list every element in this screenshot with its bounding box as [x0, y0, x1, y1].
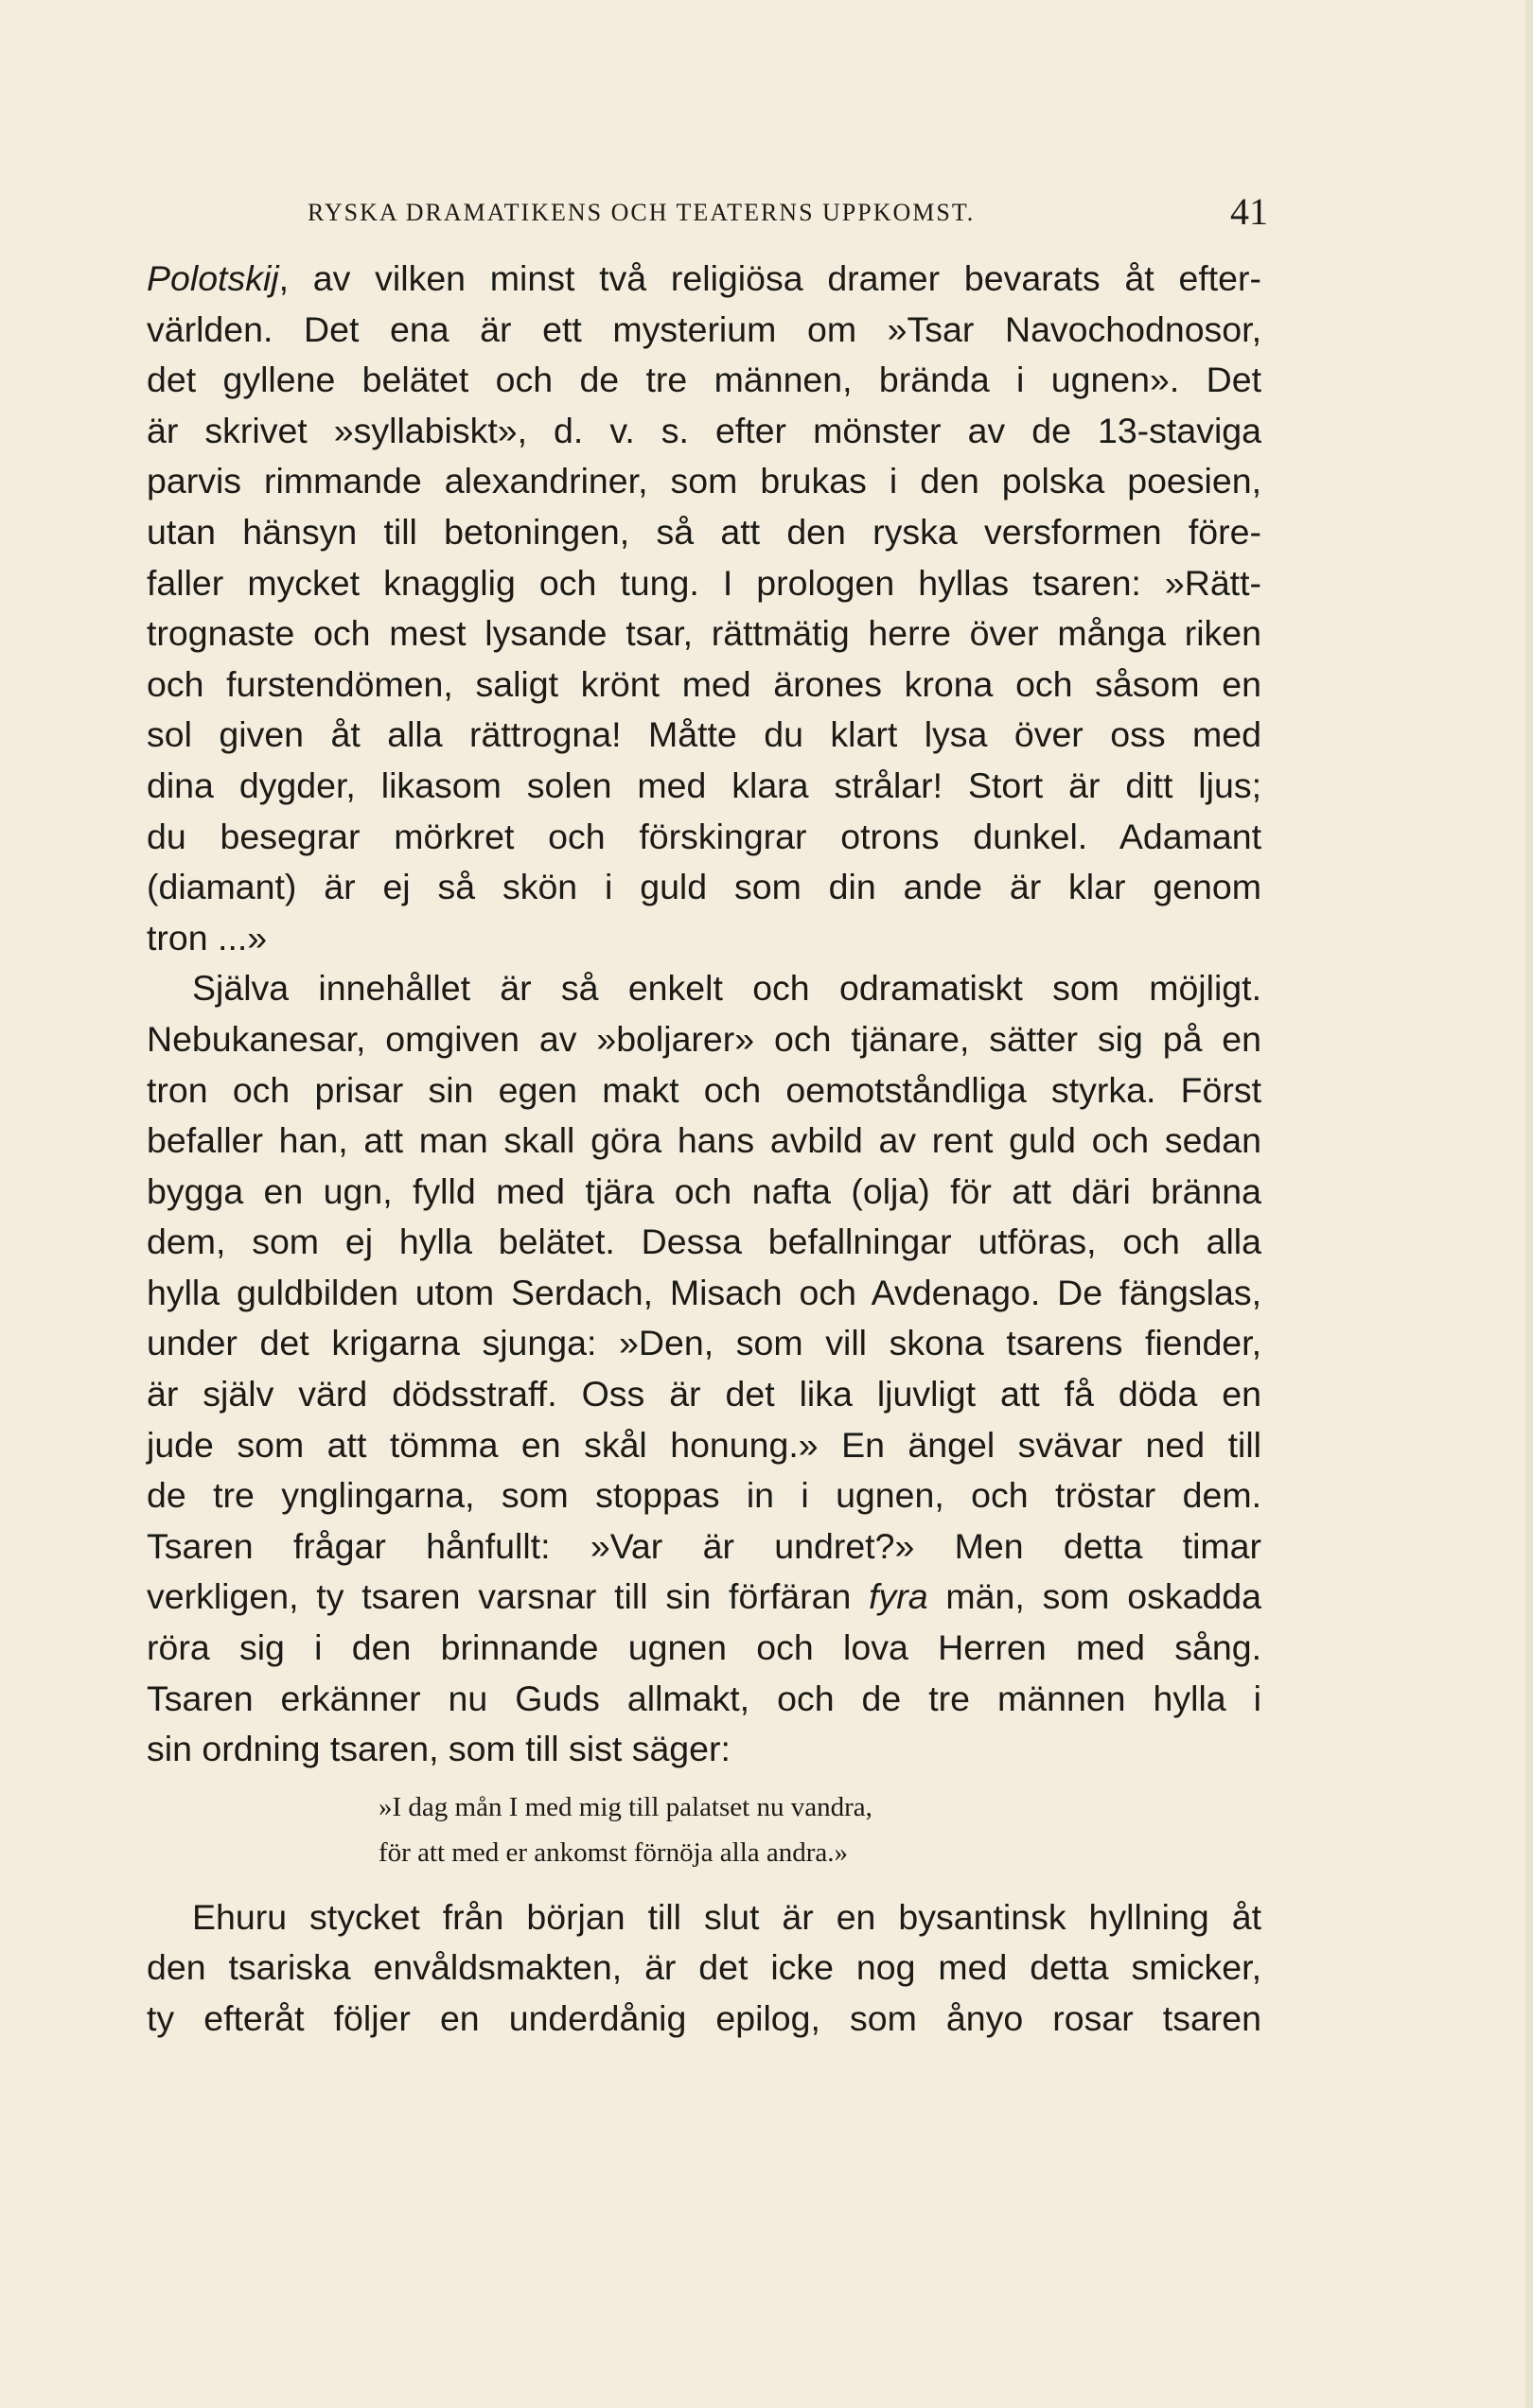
- text-line: Ehuru stycket från början till slut är en bysantinsk hyllning åt: [192, 1896, 1261, 1937]
- verse-line: »I dag mån I med mig till palatset nu vandra,: [379, 1791, 872, 1822]
- text-line: hylla guldbilden utom Serdach, Misach och Avdenago. De fängslas,: [147, 1272, 1261, 1312]
- verse-line: för att med er ankomst förnöja alla andra.»: [379, 1837, 849, 1868]
- text-line: världen. Det ena är ett mysterium om »Tsar Navochodnosor,: [147, 308, 1261, 349]
- text-line: parvis rimmande alexandriner, som brukas i den polska poesien,: [147, 461, 1261, 501]
- italic-name: Polotskij: [147, 258, 279, 298]
- text-line: ty efteråt följer en underdånig epilog, som ånyo rosar tsaren: [147, 1998, 1261, 2038]
- paragraph-1: [147, 254, 1261, 963]
- text-line: verkligen, ty tsaren varsnar till sin förfäran fyra män, som oskadda: [147, 1576, 1261, 1617]
- text-line: tron och prisar sin egen makt och oemotståndliga styrka. Först: [147, 1069, 1261, 1110]
- text-line: du besegrar mörkret och förskingrar otrons dunkel. Adamant: [147, 816, 1261, 856]
- text-line: röra sig i den brinnande ugnen och lova Herren med sång.: [147, 1627, 1261, 1668]
- text-line: det gyllene belätet och de tre männen, brända i ugnen». Det: [147, 360, 1261, 400]
- text-line: Tsaren erkänner nu Guds allmakt, och de tre männen hylla i: [147, 1678, 1261, 1718]
- italic-word: fyra: [869, 1576, 928, 1617]
- text-line: faller mycket knagglig och tung. I prologen hyllas tsaren: »Rätt-: [147, 562, 1261, 603]
- text-line: trognaste och mest lysande tsar, rättmätig herre över många riken: [147, 613, 1261, 654]
- text-line: bygga en ugn, fylld med tjära och nafta (olja) för att däri bränna: [147, 1170, 1261, 1211]
- text-line: de tre ynglingarna, som stoppas in i ugnen, och tröstar dem.: [147, 1475, 1261, 1516]
- text-line: Nebukanesar, omgiven av »boljarer» och tjänare, sätter sig på en: [147, 1018, 1261, 1059]
- text-line: befaller han, att man skall göra hans avbild av rent guld och sedan: [147, 1120, 1261, 1161]
- text-line: är själv värd dödsstraff. Oss är det lika ljuvligt att få döda en: [147, 1374, 1261, 1415]
- text-line: och furstendömen, saligt krönt med ärones krona och såsom en: [147, 663, 1261, 704]
- text-line: jude som att tömma en skål honung.» En ängel svävar ned till: [147, 1424, 1261, 1465]
- text-line: den tsariska envåldsmakten, är det icke nog med detta smicker,: [147, 1947, 1261, 1988]
- page-number: 41: [1230, 190, 1268, 233]
- text-line: utan hänsyn till betoningen, så att den ryska versformen före-: [147, 511, 1261, 552]
- text-line: är skrivet »syllabiskt», d. v. s. efter mönster av de 13-staviga: [147, 410, 1261, 450]
- text-line: dem, som ej hylla belätet. Dessa befallningar utföras, och alla: [147, 1222, 1261, 1262]
- paragraph-3: [147, 1892, 1261, 2045]
- text-line: (diamant) är ej så skön i guld som din ande är klar genom: [147, 867, 1261, 907]
- text-line: dina dygder, likasom solen med klara strålar! Stort är ditt ljus;: [147, 765, 1261, 805]
- text-line: under det krigarna sjunga: »Den, som vill skona tsarens fiender,: [147, 1323, 1261, 1363]
- text-line: sin ordning tsaren, som till sist säger:: [147, 1729, 731, 1769]
- page-header: [308, 189, 1268, 237]
- running-title: RYSKA DRAMATIKENS OCH TEATERNS UPPKOMST.: [308, 199, 976, 226]
- text-line: Polotskij, av vilken minst två religiösa dramer bevarats åt efter-: [147, 258, 1261, 298]
- text-line: Tsaren frågar hånfullt: »Var är undret?» Men detta timar: [147, 1525, 1261, 1566]
- body-text: [147, 254, 1261, 2045]
- text-line: Själva innehållet är så enkelt och odramatiskt som möjligt.: [192, 968, 1261, 1009]
- paragraph-2: [147, 963, 1261, 1775]
- page-edge: [1525, 0, 1533, 2408]
- text-line: tron ...»: [147, 917, 268, 958]
- text-line: sol given åt alla rättrogna! Måtte du klart lysa över oss med: [147, 714, 1261, 755]
- verse-quote: [379, 1784, 1261, 1875]
